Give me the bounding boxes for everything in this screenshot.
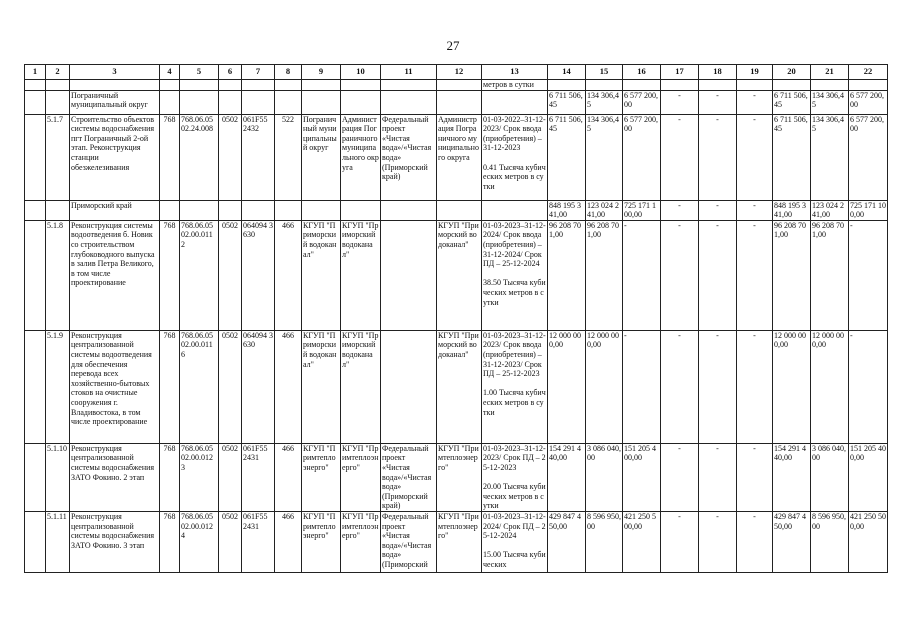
table-cell bbox=[341, 80, 381, 91]
table-cell: 01-03-2022–31-12-2023/ Срок ввода (приобретения) – 31-12-2023 0.41 Тысяча кубических метров в сутки bbox=[482, 114, 548, 200]
table-cell bbox=[737, 80, 773, 91]
table-cell: - bbox=[661, 200, 699, 220]
table-cell: 8 596 950,00 bbox=[811, 511, 849, 572]
table-cell: 5.1.10 bbox=[46, 443, 70, 511]
table-cell: КГУП "Примтеплоэнерго" bbox=[341, 511, 381, 572]
table-cell: - bbox=[737, 114, 773, 200]
table-cell: - bbox=[737, 511, 773, 572]
table-cell: - bbox=[737, 330, 773, 443]
table-cell: КГУП "Приморский водоканал" bbox=[341, 220, 381, 330]
table-cell: 768 bbox=[160, 220, 180, 330]
table-cell: 6 711 506,45 bbox=[548, 90, 586, 114]
table-cell: Федеральный проект «Чистая вода»/«Чистая вода» (Приморский край) bbox=[381, 443, 437, 511]
table-cell bbox=[242, 90, 275, 114]
table-cell: - bbox=[849, 330, 888, 443]
table-cell: 768.06.05 02.00.012 4 bbox=[180, 511, 219, 572]
table-cell bbox=[25, 90, 46, 114]
table-row bbox=[25, 330, 888, 443]
table-cell: 768 bbox=[160, 114, 180, 200]
column-header: 6 bbox=[219, 65, 242, 80]
table-cell: Администрация Пограничного муниципального округа bbox=[437, 114, 482, 200]
table-cell: 768 bbox=[160, 511, 180, 572]
table-row bbox=[25, 220, 888, 330]
table-cell: Администрация Пограничного муниципального округа bbox=[341, 114, 381, 200]
table-cell bbox=[275, 90, 302, 114]
table-cell bbox=[302, 90, 341, 114]
table-cell: 0502 bbox=[219, 511, 242, 572]
column-header: 12 bbox=[437, 65, 482, 80]
header-row bbox=[25, 65, 888, 80]
table-cell: 01-03-2023–31-12-2023/ Срок ПД – 25-12-2023 20.00 Тысяча кубических метров в сутки bbox=[483, 443, 546, 511]
table-cell: 725 171 100,00 bbox=[850, 200, 886, 220]
column-header: 22 bbox=[849, 65, 888, 80]
table-cell: 3 086 040,00 bbox=[586, 443, 623, 511]
table-cell: 466 bbox=[275, 330, 302, 443]
column-header: 16 bbox=[623, 65, 661, 80]
table-cell bbox=[661, 80, 699, 91]
table-cell bbox=[586, 80, 623, 91]
table-cell: 466 bbox=[275, 220, 302, 330]
table-cell: 6 711 506,45 bbox=[548, 114, 586, 200]
table-cell: 134 306,45 bbox=[811, 114, 849, 200]
table-cell bbox=[25, 80, 46, 91]
table-cell: Реконструкция централизованной системы водоснабжения ЗАТО Фокино. 3 этап bbox=[70, 511, 160, 572]
table-cell: - bbox=[737, 220, 773, 330]
table-cell bbox=[219, 90, 242, 114]
table-cell bbox=[46, 80, 70, 91]
budget-table bbox=[24, 64, 888, 573]
column-header: 5 bbox=[180, 65, 219, 80]
table-cell bbox=[849, 80, 888, 91]
table-cell bbox=[381, 220, 437, 330]
table-cell: Приморский край bbox=[70, 200, 160, 220]
table-cell: 12 000 000,00 bbox=[586, 330, 623, 443]
table-cell: Реконструкция системы водоотведения б. Новик со строительством глубоководного выпуска в залив Петра Великого, в том числе проектирование bbox=[70, 220, 160, 330]
table-cell: 134 306,45 bbox=[586, 114, 623, 200]
table-cell: 6 711 506,45 bbox=[773, 90, 811, 114]
table-cell bbox=[437, 200, 482, 220]
table-cell: - bbox=[623, 330, 661, 443]
table-cell: 6 577 200,00 bbox=[623, 90, 661, 114]
table-cell: 848 195 341,00 bbox=[773, 200, 811, 220]
table-cell: - bbox=[737, 200, 773, 220]
table-cell: КГУП "Примтеплоэнерго" bbox=[437, 511, 482, 572]
table-cell: 5.1.9 bbox=[46, 330, 70, 443]
column-header: 3 bbox=[70, 65, 160, 80]
table-cell: 6 711 506,45 bbox=[773, 114, 811, 200]
table-cell: 12 000 000,00 bbox=[811, 330, 849, 443]
table-cell bbox=[180, 90, 219, 114]
table-cell: 421 250 500,00 bbox=[623, 511, 661, 572]
table-cell: 6 577 200,00 bbox=[849, 90, 888, 114]
table-cell: 96 208 701,00 bbox=[811, 220, 849, 330]
table-cell bbox=[482, 90, 548, 114]
table-cell: 6 577 200,00 bbox=[623, 114, 661, 200]
table-cell bbox=[25, 443, 46, 511]
table-cell: - bbox=[699, 443, 737, 511]
table-cell: 064094 3630 bbox=[242, 330, 275, 443]
table-cell: - bbox=[661, 511, 699, 572]
table-cell bbox=[381, 80, 437, 91]
table-cell bbox=[25, 330, 46, 443]
table-cell: 123 024 241,00 bbox=[811, 200, 849, 220]
table-cell: 061F55 2431 bbox=[242, 511, 275, 572]
table-cell: 6 577 200,00 bbox=[849, 114, 888, 200]
table-cell: - bbox=[699, 90, 737, 114]
table-cell: 8 596 950,00 bbox=[586, 511, 623, 572]
table-row bbox=[25, 90, 888, 114]
table-cell: - bbox=[661, 220, 699, 330]
table-cell: 5.1.11 bbox=[46, 511, 70, 572]
table-cell: КГУП "Приморский водоканал" bbox=[437, 220, 482, 330]
table-cell bbox=[302, 200, 341, 220]
table-cell: метров в сутки bbox=[482, 80, 548, 91]
table-cell: КГУП "Приморский водоканал" bbox=[302, 220, 341, 330]
table-cell bbox=[381, 90, 437, 114]
table-cell: Реконструкция централизованной системы водоотведения для обеспечения перевода всех хозяйственно-бытовых стоков на очистные сооружения г. Владивостока, в том числе проектирование bbox=[70, 330, 160, 443]
table-cell bbox=[70, 80, 160, 91]
table-cell bbox=[219, 200, 242, 220]
table-cell: 12 000 000,00 bbox=[773, 330, 811, 443]
table-cell: 466 bbox=[275, 443, 302, 511]
table-cell: 151 205 400,00 bbox=[849, 443, 888, 511]
table-cell: 96 208 701,00 bbox=[773, 220, 811, 330]
table-cell bbox=[811, 80, 849, 91]
table-row bbox=[25, 114, 888, 200]
table-cell bbox=[437, 90, 482, 114]
table-cell: - bbox=[699, 114, 737, 200]
column-header: 8 bbox=[275, 65, 302, 80]
table-cell: КГУП "Приморский водоканал" bbox=[437, 330, 482, 443]
table-cell: КГУП "Приморский водоканал" bbox=[341, 330, 381, 443]
table-cell: КГУП "Приморский водоканал" bbox=[302, 330, 341, 443]
table-cell: Пограничный муниципальный округ bbox=[302, 114, 341, 200]
table-row bbox=[25, 443, 888, 511]
table-cell: 5.1.8 bbox=[46, 220, 70, 330]
table-cell bbox=[242, 200, 275, 220]
table-cell: Строительство объектов системы водоснабжения пгт Пограничный 2-ой этап. Реконструкция станции обезжелезивания bbox=[70, 114, 160, 200]
table-cell: Пограничный муниципальный округ bbox=[70, 90, 160, 114]
table-cell: 01-03-2023–31-12-2024/ Срок ПД – 25-12-2024 15.00 Тысяча кубических bbox=[482, 511, 548, 572]
column-header: 10 bbox=[341, 65, 381, 80]
table-cell: - bbox=[661, 443, 699, 511]
table-cell: 725 171 100,00 bbox=[623, 200, 661, 220]
table-cell: - bbox=[699, 200, 737, 220]
table-cell: 061F55 2431 bbox=[242, 443, 275, 511]
table-cell bbox=[275, 200, 302, 220]
table-cell bbox=[25, 200, 46, 220]
column-header: 17 bbox=[661, 65, 699, 80]
table-cell: - bbox=[661, 114, 699, 200]
table-cell bbox=[25, 220, 46, 330]
table-cell bbox=[25, 114, 46, 200]
table-cell: 768.06.05 02.24.008 bbox=[180, 114, 219, 200]
table-cell: 151 205 400,00 bbox=[623, 443, 661, 511]
table-cell bbox=[242, 80, 275, 91]
table-cell: - bbox=[699, 330, 737, 443]
table-cell: - bbox=[699, 511, 737, 572]
column-header: 4 bbox=[160, 65, 180, 80]
table-cell: 0502 bbox=[219, 443, 242, 511]
table-cell: 123 024 241,00 bbox=[586, 200, 623, 220]
column-header: 1 bbox=[25, 65, 46, 80]
table-cell: - bbox=[623, 220, 661, 330]
table-cell bbox=[437, 80, 482, 91]
table-cell bbox=[160, 80, 180, 91]
table-cell bbox=[381, 330, 437, 443]
table-cell bbox=[482, 200, 548, 220]
table-cell: Федеральный проект «Чистая вода»/«Чистая вода» (Приморский bbox=[381, 511, 437, 572]
table-cell: 421 250 500,00 bbox=[849, 511, 888, 572]
table-cell bbox=[160, 200, 180, 220]
table-cell: Реконструкция централизованной системы водоснабжения ЗАТО Фокино. 2 этап bbox=[70, 443, 160, 511]
table-cell: - bbox=[699, 220, 737, 330]
column-header: 21 bbox=[811, 65, 849, 80]
table-cell bbox=[699, 80, 737, 91]
table-cell bbox=[180, 200, 219, 220]
table-cell bbox=[381, 200, 437, 220]
table-cell: 848 195 341,00 bbox=[548, 200, 586, 220]
column-header: 11 bbox=[381, 65, 437, 80]
table-cell: 061F55 2432 bbox=[242, 114, 275, 200]
table-cell: Федеральный проект «Чистая вода»/«Чистая вода» (Приморский край) bbox=[381, 114, 437, 200]
column-header: 13 bbox=[482, 65, 548, 80]
table-cell bbox=[773, 80, 811, 91]
column-header: 7 bbox=[242, 65, 275, 80]
table-cell: 522 bbox=[275, 114, 302, 200]
table-cell: 0502 bbox=[219, 220, 242, 330]
table-cell bbox=[548, 80, 586, 91]
table-cell: 064094 3630 bbox=[242, 220, 275, 330]
table-cell: КГУП "Примтеплоэнерго" bbox=[302, 443, 341, 511]
table-row bbox=[25, 200, 888, 220]
table-cell: 3 086 040,00 bbox=[811, 443, 849, 511]
table-cell: КГУП "Примтеплоэнерго" bbox=[302, 511, 341, 572]
table-cell: - bbox=[737, 443, 773, 511]
column-header: 9 bbox=[302, 65, 341, 80]
column-header: 18 bbox=[699, 65, 737, 80]
table-cell: 768 bbox=[160, 330, 180, 443]
table-cell: 429 847 450,00 bbox=[548, 511, 586, 572]
page-number: 27 bbox=[446, 38, 460, 53]
table-cell bbox=[180, 80, 219, 91]
table-cell: 154 291 440,00 bbox=[773, 443, 811, 511]
table-cell: КГУП "Примтеплоэнерго" bbox=[341, 443, 381, 511]
table-cell: 0502 bbox=[219, 330, 242, 443]
table-cell bbox=[275, 80, 302, 91]
table-cell bbox=[302, 80, 341, 91]
table-cell: 12 000 000,00 bbox=[548, 330, 586, 443]
column-header: 15 bbox=[586, 65, 623, 80]
column-header: 20 bbox=[773, 65, 811, 80]
table-cell: 768.06.05 02.00.011 6 bbox=[180, 330, 219, 443]
table-cell: 01-03-2023–31-12-2023/ Срок ввода (приобретения) – 31-12-2023/ Срок ПД – 25-12-2023 1.00 Тысяча кубических метров в сутки bbox=[482, 330, 548, 443]
table-cell: 0502 bbox=[219, 114, 242, 200]
table-cell: 5.1.7 bbox=[46, 114, 70, 200]
table-row bbox=[25, 511, 888, 572]
table-cell: 429 847 450,00 bbox=[773, 511, 811, 572]
table-cell: - bbox=[737, 90, 773, 114]
table-body bbox=[25, 65, 888, 573]
table-cell bbox=[623, 80, 661, 91]
table-cell: - bbox=[661, 90, 699, 114]
table-cell: 154 291 440,00 bbox=[548, 443, 586, 511]
column-header: 2 bbox=[46, 65, 70, 80]
table-cell bbox=[341, 90, 381, 114]
table-cell: 466 bbox=[275, 511, 302, 572]
table-cell: 768.06.05 02.00.012 3 bbox=[180, 443, 219, 511]
table-cell: - bbox=[849, 220, 888, 330]
table-cell bbox=[46, 90, 70, 114]
table-cell: КГУП "Примтеплоэнерго" bbox=[437, 443, 482, 511]
table-cell bbox=[25, 511, 46, 572]
column-header: 14 bbox=[548, 65, 586, 80]
table-cell: 01-03-2023–31-12-2024/ Срок ввода (приобретения) – 31-12-2024/ Срок ПД – 25-12-2024 38.50 Тысяча кубических метров в сутки bbox=[482, 220, 548, 330]
table-row bbox=[25, 80, 888, 91]
table-cell: 134 306,45 bbox=[586, 90, 623, 114]
table-cell bbox=[160, 90, 180, 114]
table-cell: 134 306,45 bbox=[811, 90, 849, 114]
table-cell bbox=[341, 200, 381, 220]
table-cell: 96 208 701,00 bbox=[586, 220, 623, 330]
table-cell bbox=[46, 200, 70, 220]
table-cell: 768.06.05 02.00.011 2 bbox=[180, 220, 219, 330]
table-cell: 96 208 701,00 bbox=[548, 220, 586, 330]
column-header: 19 bbox=[737, 65, 773, 80]
table-cell: 768 bbox=[160, 443, 180, 511]
table-cell: - bbox=[661, 330, 699, 443]
table-cell bbox=[219, 80, 242, 91]
